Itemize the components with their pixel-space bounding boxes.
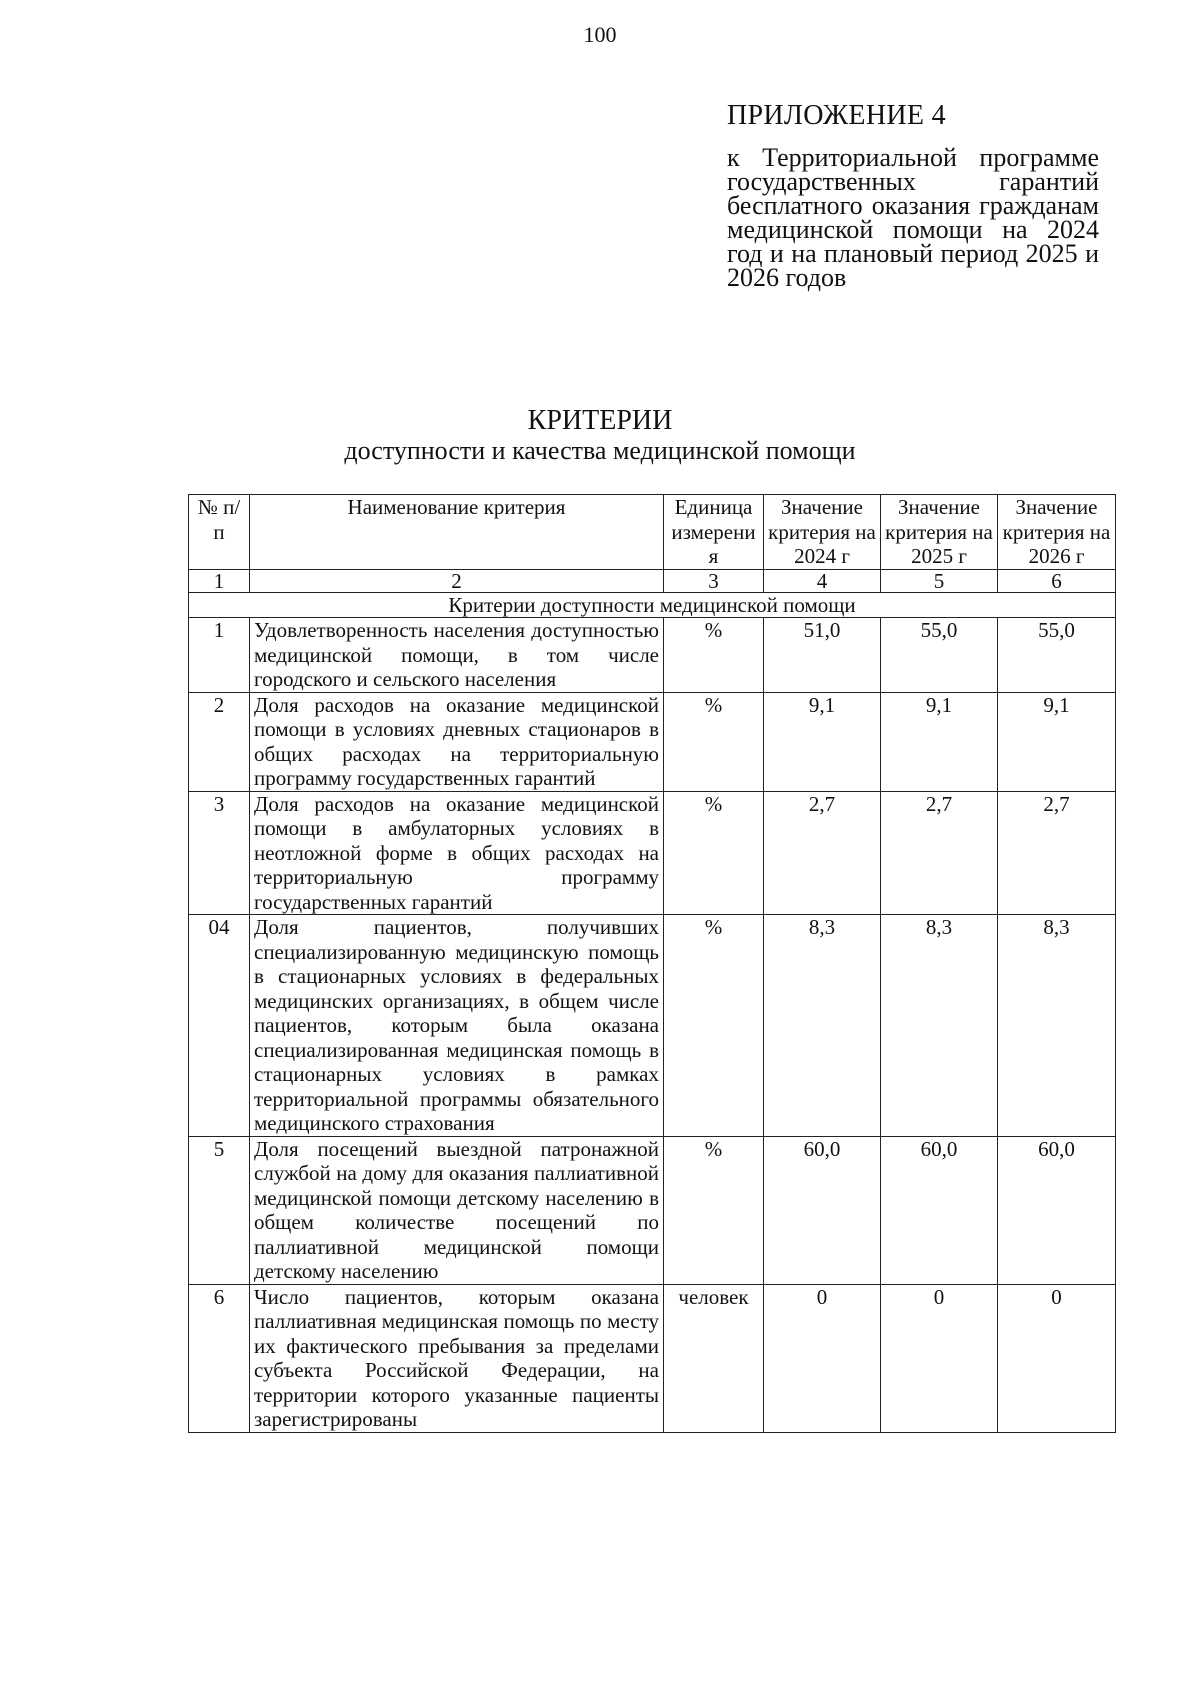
- value-2026: 0: [998, 1284, 1116, 1432]
- criterion-name: Удовлетворенность населения доступностью медицинской помощи, в том числе городского и сельского населения: [250, 618, 664, 693]
- column-index: 5: [881, 569, 998, 592]
- table-row: [189, 618, 1116, 693]
- appendix-block: [727, 100, 1099, 290]
- criterion-unit: %: [664, 791, 764, 915]
- value-2026: 2,7: [998, 791, 1116, 915]
- header-name: Наименование критерия: [250, 495, 664, 570]
- section-title: Критерии доступности медицинской помощи: [189, 592, 1116, 618]
- document-subtitle: доступности и качества медицинской помощи: [344, 436, 856, 465]
- row-number: 04: [189, 915, 250, 1137]
- value-2024: 9,1: [764, 692, 881, 791]
- row-number: 3: [189, 791, 250, 915]
- header-2024: Значение критерия на 2024 г: [764, 495, 881, 570]
- criterion-unit: человек: [664, 1284, 764, 1432]
- criterion-unit: %: [664, 915, 764, 1137]
- row-number: 1: [189, 618, 250, 693]
- header-2026: Значение критерия на 2026 г: [998, 495, 1116, 570]
- appendix-text: к Территориальной программе государственных гарантий бесплатного оказания гражданам медицинской помощи на 2024 год и на плановый период 2025 и 2026 годов: [727, 143, 1099, 292]
- column-index: 6: [998, 569, 1116, 592]
- value-2025: 60,0: [881, 1136, 998, 1284]
- value-2026: 60,0: [998, 1136, 1116, 1284]
- column-index-row: [189, 569, 1116, 592]
- criterion-unit: %: [664, 692, 764, 791]
- column-index: 2: [250, 569, 664, 592]
- column-index: 3: [664, 569, 764, 592]
- section-row: [189, 592, 1116, 618]
- criterion-unit: %: [664, 618, 764, 693]
- value-2026: 8,3: [998, 915, 1116, 1137]
- criterion-unit: %: [664, 1136, 764, 1284]
- value-2024: 60,0: [764, 1136, 881, 1284]
- page-number: 100: [583, 22, 617, 47]
- value-2025: 2,7: [881, 791, 998, 915]
- criterion-name: Доля пациентов, получивших специализированную медицинскую помощь в стационарных условиях в федеральных медицинских организациях, в общем числе пациентов, которым была оказана специализированная медицинская помощь в стационарных условиях в рамках территориальной программы обязательного медицинского страхования: [250, 915, 664, 1137]
- column-index: 4: [764, 569, 881, 592]
- row-number: 2: [189, 692, 250, 791]
- header-2025: Значение критерия на 2025 г: [881, 495, 998, 570]
- value-2025: 9,1: [881, 692, 998, 791]
- header-unit: Единица измерения: [664, 495, 764, 570]
- value-2026: 55,0: [998, 618, 1116, 693]
- row-number: 6: [189, 1284, 250, 1432]
- table-row: [189, 1136, 1116, 1284]
- column-index: 1: [189, 569, 250, 592]
- value-2024: 0: [764, 1284, 881, 1432]
- criterion-name: Доля расходов на оказание медицинской помощи в условиях дневных стационаров в общих расходах на территориальную программу государственных гарантий: [250, 692, 664, 791]
- criteria-table: [188, 494, 1116, 1433]
- value-2025: 55,0: [881, 618, 998, 693]
- table-row: [189, 1284, 1116, 1432]
- criterion-name: Доля посещений выездной патронажной службой на дому для оказания паллиативной медицинской помощи детскому населению в общем количестве посещений по паллиативной медицинской помощи детскому населению: [250, 1136, 664, 1284]
- row-number: 5: [189, 1136, 250, 1284]
- value-2024: 51,0: [764, 618, 881, 693]
- header-num: № п/п: [189, 495, 250, 570]
- appendix-title: ПРИЛОЖЕНИЕ 4: [727, 100, 946, 131]
- table-row: [189, 915, 1116, 1137]
- table-row: [189, 692, 1116, 791]
- document-title: КРИТЕРИИ: [527, 405, 673, 436]
- value-2025: 8,3: [881, 915, 998, 1137]
- criterion-name: Число пациентов, которым оказана паллиативная медицинская помощь по месту их фактического пребывания за пределами субъекта Российской Федерации, на территории которого указанные пациенты зарегистрированы: [250, 1284, 664, 1432]
- table-row: [189, 791, 1116, 915]
- value-2024: 2,7: [764, 791, 881, 915]
- criterion-name: Доля расходов на оказание медицинской помощи в амбулаторных условиях в неотложной форме в общих расходах на территориальную программу государственных гарантий: [250, 791, 664, 915]
- table-header-row: [189, 495, 1116, 570]
- value-2025: 0: [881, 1284, 998, 1432]
- value-2024: 8,3: [764, 915, 881, 1137]
- value-2026: 9,1: [998, 692, 1116, 791]
